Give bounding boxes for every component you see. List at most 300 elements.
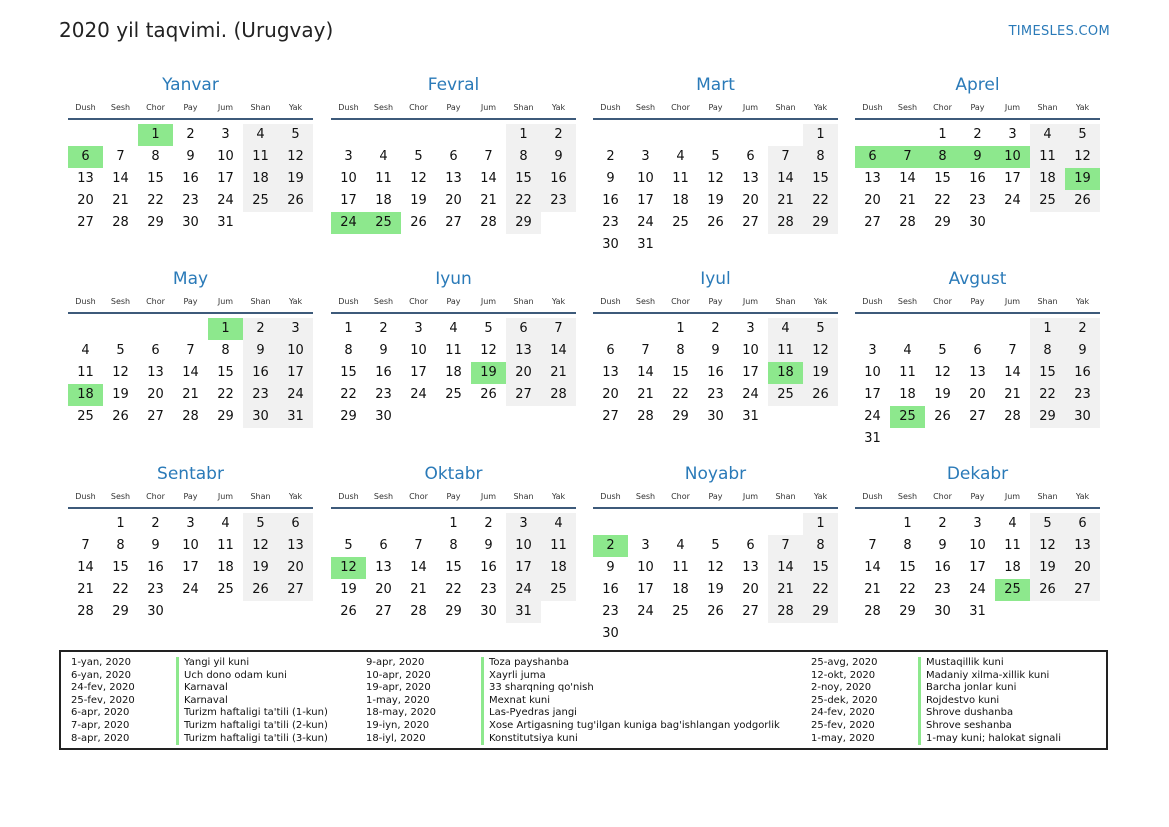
- day-cell[interactable]: 8: [506, 146, 541, 168]
- day-cell[interactable]: 30: [969, 215, 986, 230]
- day-cell[interactable]: 27: [278, 579, 313, 601]
- day-cell[interactable]: 28: [1004, 409, 1021, 424]
- holiday-day-cell[interactable]: 25: [890, 406, 925, 428]
- day-cell[interactable]: 23: [147, 582, 164, 597]
- day-cell[interactable]: 13: [375, 560, 392, 575]
- day-cell[interactable]: 3: [221, 127, 230, 142]
- day-cell[interactable]: 18: [672, 193, 689, 208]
- day-cell[interactable]: 11: [768, 340, 803, 362]
- holiday-day-cell[interactable]: 18: [68, 384, 103, 406]
- day-cell[interactable]: 29: [899, 604, 916, 619]
- day-cell[interactable]: 23: [602, 215, 619, 230]
- day-cell[interactable]: 29: [112, 604, 129, 619]
- day-cell[interactable]: 21: [864, 582, 881, 597]
- holiday-day-cell[interactable]: 9: [960, 146, 995, 168]
- day-cell[interactable]: 2: [711, 321, 720, 336]
- day-cell[interactable]: 11: [1004, 538, 1021, 553]
- day-cell[interactable]: 13: [1065, 535, 1100, 557]
- day-cell[interactable]: 10: [278, 340, 313, 362]
- day-cell[interactable]: 14: [182, 365, 199, 380]
- day-cell[interactable]: 23: [375, 387, 392, 402]
- day-cell[interactable]: 23: [541, 190, 576, 212]
- day-cell[interactable]: 29: [803, 212, 838, 234]
- day-cell[interactable]: 5: [803, 318, 838, 340]
- day-cell[interactable]: 20: [147, 387, 164, 402]
- day-cell[interactable]: 4: [676, 149, 685, 164]
- day-cell[interactable]: 26: [480, 387, 497, 402]
- day-cell[interactable]: 24: [506, 579, 541, 601]
- day-cell[interactable]: 10: [742, 343, 759, 358]
- day-cell[interactable]: 15: [217, 365, 234, 380]
- day-cell[interactable]: 15: [899, 560, 916, 575]
- day-cell[interactable]: 1: [676, 321, 685, 336]
- day-cell[interactable]: 22: [803, 190, 838, 212]
- day-cell[interactable]: 17: [340, 193, 357, 208]
- day-cell[interactable]: 2: [243, 318, 278, 340]
- day-cell[interactable]: 11: [541, 535, 576, 557]
- day-cell[interactable]: 19: [410, 193, 427, 208]
- day-cell[interactable]: 29: [934, 215, 951, 230]
- day-cell[interactable]: 29: [445, 604, 462, 619]
- day-cell[interactable]: 22: [340, 387, 357, 402]
- day-cell[interactable]: 7: [768, 146, 803, 168]
- day-cell[interactable]: 23: [182, 193, 199, 208]
- day-cell[interactable]: 28: [112, 215, 129, 230]
- day-cell[interactable]: 9: [711, 343, 720, 358]
- day-cell[interactable]: 7: [768, 535, 803, 557]
- day-cell[interactable]: 19: [112, 387, 129, 402]
- day-cell[interactable]: 4: [1008, 516, 1017, 531]
- day-cell[interactable]: 21: [1004, 387, 1021, 402]
- day-cell[interactable]: 1: [938, 127, 947, 142]
- day-cell[interactable]: 11: [672, 560, 689, 575]
- day-cell[interactable]: 2: [151, 516, 160, 531]
- day-cell[interactable]: 8: [1030, 340, 1065, 362]
- day-cell[interactable]: 23: [602, 604, 619, 619]
- day-cell[interactable]: 26: [243, 579, 278, 601]
- day-cell[interactable]: 24: [278, 384, 313, 406]
- day-cell[interactable]: 6: [449, 149, 458, 164]
- day-cell[interactable]: 20: [742, 193, 759, 208]
- day-cell[interactable]: 4: [221, 516, 230, 531]
- day-cell[interactable]: 31: [742, 409, 759, 424]
- day-cell[interactable]: 29: [506, 212, 541, 234]
- day-cell[interactable]: 12: [278, 146, 313, 168]
- day-cell[interactable]: 10: [637, 171, 654, 186]
- day-cell[interactable]: 2: [541, 124, 576, 146]
- day-cell[interactable]: 1: [1030, 318, 1065, 340]
- day-cell[interactable]: 5: [344, 538, 353, 553]
- day-cell[interactable]: 13: [506, 340, 541, 362]
- day-cell[interactable]: 18: [672, 582, 689, 597]
- day-cell[interactable]: 23: [934, 582, 951, 597]
- day-cell[interactable]: 16: [243, 362, 278, 384]
- day-cell[interactable]: 29: [340, 409, 357, 424]
- day-cell[interactable]: 31: [506, 601, 541, 623]
- holiday-day-cell[interactable]: 25: [366, 212, 401, 234]
- day-cell[interactable]: 21: [410, 582, 427, 597]
- day-cell[interactable]: 29: [803, 601, 838, 623]
- day-cell[interactable]: 29: [672, 409, 689, 424]
- day-cell[interactable]: 5: [414, 149, 423, 164]
- day-cell[interactable]: 24: [217, 193, 234, 208]
- day-cell[interactable]: 25: [768, 384, 803, 406]
- day-cell[interactable]: 2: [938, 516, 947, 531]
- day-cell[interactable]: 28: [182, 409, 199, 424]
- day-cell[interactable]: 9: [1065, 340, 1100, 362]
- day-cell[interactable]: 30: [707, 409, 724, 424]
- day-cell[interactable]: 6: [278, 513, 313, 535]
- day-cell[interactable]: 5: [938, 343, 947, 358]
- day-cell[interactable]: 28: [637, 409, 654, 424]
- holiday-day-cell[interactable]: 12: [331, 557, 366, 579]
- day-cell[interactable]: 14: [864, 560, 881, 575]
- day-cell[interactable]: 5: [711, 538, 720, 553]
- day-cell[interactable]: 15: [445, 560, 462, 575]
- day-cell[interactable]: 20: [969, 387, 986, 402]
- day-cell[interactable]: 27: [969, 409, 986, 424]
- day-cell[interactable]: 18: [243, 168, 278, 190]
- day-cell[interactable]: 2: [186, 127, 195, 142]
- day-cell[interactable]: 16: [480, 560, 497, 575]
- day-cell[interactable]: 31: [278, 406, 313, 428]
- day-cell[interactable]: 7: [484, 149, 493, 164]
- day-cell[interactable]: 27: [742, 215, 759, 230]
- day-cell[interactable]: 16: [541, 168, 576, 190]
- day-cell[interactable]: 27: [864, 215, 881, 230]
- day-cell[interactable]: 15: [803, 557, 838, 579]
- holiday-day-cell[interactable]: 6: [68, 146, 103, 168]
- holiday-day-cell[interactable]: 7: [890, 146, 925, 168]
- day-cell[interactable]: 15: [672, 365, 689, 380]
- day-cell[interactable]: 14: [899, 171, 916, 186]
- day-cell[interactable]: 12: [707, 171, 724, 186]
- day-cell[interactable]: 6: [379, 538, 388, 553]
- day-cell[interactable]: 23: [707, 387, 724, 402]
- day-cell[interactable]: 20: [602, 387, 619, 402]
- day-cell[interactable]: 11: [445, 343, 462, 358]
- day-cell[interactable]: 20: [445, 193, 462, 208]
- day-cell[interactable]: 9: [606, 560, 615, 575]
- holiday-day-cell[interactable]: 24: [331, 212, 366, 234]
- day-cell[interactable]: 20: [506, 362, 541, 384]
- day-cell[interactable]: 20: [864, 193, 881, 208]
- day-cell[interactable]: 31: [217, 215, 234, 230]
- day-cell[interactable]: 30: [480, 604, 497, 619]
- day-cell[interactable]: 8: [903, 538, 912, 553]
- day-cell[interactable]: 1: [903, 516, 912, 531]
- day-cell[interactable]: 14: [637, 365, 654, 380]
- holiday-day-cell[interactable]: 18: [768, 362, 803, 384]
- day-cell[interactable]: 24: [637, 215, 654, 230]
- day-cell[interactable]: 19: [707, 582, 724, 597]
- day-cell[interactable]: 30: [1065, 406, 1100, 428]
- day-cell[interactable]: 8: [449, 538, 458, 553]
- day-cell[interactable]: 31: [864, 431, 881, 446]
- day-cell[interactable]: 7: [414, 538, 423, 553]
- day-cell[interactable]: 10: [969, 538, 986, 553]
- day-cell[interactable]: 8: [803, 535, 838, 557]
- day-cell[interactable]: 23: [969, 193, 986, 208]
- holiday-day-cell[interactable]: 6: [855, 146, 890, 168]
- day-cell[interactable]: 21: [768, 579, 803, 601]
- day-cell[interactable]: 21: [541, 362, 576, 384]
- day-cell[interactable]: 20: [375, 582, 392, 597]
- day-cell[interactable]: 26: [1065, 190, 1100, 212]
- day-cell[interactable]: 15: [112, 560, 129, 575]
- day-cell[interactable]: 18: [1004, 560, 1021, 575]
- day-cell[interactable]: 13: [742, 171, 759, 186]
- day-cell[interactable]: 7: [186, 343, 195, 358]
- day-cell[interactable]: 5: [1030, 513, 1065, 535]
- day-cell[interactable]: 26: [707, 604, 724, 619]
- day-cell[interactable]: 1: [506, 124, 541, 146]
- day-cell[interactable]: 10: [340, 171, 357, 186]
- day-cell[interactable]: 11: [77, 365, 94, 380]
- day-cell[interactable]: 8: [803, 146, 838, 168]
- day-cell[interactable]: 9: [243, 340, 278, 362]
- day-cell[interactable]: 15: [934, 171, 951, 186]
- day-cell[interactable]: 24: [1004, 193, 1021, 208]
- day-cell[interactable]: 12: [410, 171, 427, 186]
- day-cell[interactable]: 27: [1065, 579, 1100, 601]
- day-cell[interactable]: 14: [410, 560, 427, 575]
- day-cell[interactable]: 14: [541, 340, 576, 362]
- day-cell[interactable]: 25: [541, 579, 576, 601]
- day-cell[interactable]: 19: [243, 557, 278, 579]
- day-cell[interactable]: 16: [602, 582, 619, 597]
- day-cell[interactable]: 15: [506, 168, 541, 190]
- day-cell[interactable]: 17: [742, 365, 759, 380]
- day-cell[interactable]: 15: [340, 365, 357, 380]
- day-cell[interactable]: 27: [506, 384, 541, 406]
- day-cell[interactable]: 1: [449, 516, 458, 531]
- day-cell[interactable]: 4: [541, 513, 576, 535]
- day-cell[interactable]: 19: [278, 168, 313, 190]
- day-cell[interactable]: 8: [221, 343, 230, 358]
- day-cell[interactable]: 4: [1030, 124, 1065, 146]
- day-cell[interactable]: 1: [116, 516, 125, 531]
- day-cell[interactable]: 16: [934, 560, 951, 575]
- day-cell[interactable]: 8: [116, 538, 125, 553]
- day-cell[interactable]: 9: [379, 343, 388, 358]
- day-cell[interactable]: 3: [641, 149, 650, 164]
- day-cell[interactable]: 11: [375, 171, 392, 186]
- day-cell[interactable]: 25: [445, 387, 462, 402]
- day-cell[interactable]: 17: [182, 560, 199, 575]
- day-cell[interactable]: 26: [803, 384, 838, 406]
- day-cell[interactable]: 29: [1030, 406, 1065, 428]
- day-cell[interactable]: 17: [637, 582, 654, 597]
- day-cell[interactable]: 5: [116, 343, 125, 358]
- day-cell[interactable]: 3: [641, 538, 650, 553]
- day-cell[interactable]: 4: [768, 318, 803, 340]
- day-cell[interactable]: 12: [243, 535, 278, 557]
- day-cell[interactable]: 26: [934, 409, 951, 424]
- day-cell[interactable]: 16: [375, 365, 392, 380]
- day-cell[interactable]: 20: [1065, 557, 1100, 579]
- day-cell[interactable]: 13: [278, 535, 313, 557]
- day-cell[interactable]: 6: [1065, 513, 1100, 535]
- day-cell[interactable]: 12: [803, 340, 838, 362]
- day-cell[interactable]: 28: [864, 604, 881, 619]
- day-cell[interactable]: 22: [217, 387, 234, 402]
- day-cell[interactable]: 22: [1030, 384, 1065, 406]
- day-cell[interactable]: 25: [672, 215, 689, 230]
- day-cell[interactable]: 19: [803, 362, 838, 384]
- day-cell[interactable]: 22: [506, 190, 541, 212]
- day-cell[interactable]: 24: [969, 582, 986, 597]
- day-cell[interactable]: 15: [803, 168, 838, 190]
- day-cell[interactable]: 17: [217, 171, 234, 186]
- day-cell[interactable]: 12: [480, 343, 497, 358]
- day-cell[interactable]: 10: [637, 560, 654, 575]
- holiday-day-cell[interactable]: 1: [138, 124, 173, 146]
- day-cell[interactable]: 27: [147, 409, 164, 424]
- day-cell[interactable]: 27: [77, 215, 94, 230]
- day-cell[interactable]: 18: [1030, 168, 1065, 190]
- day-cell[interactable]: 16: [707, 365, 724, 380]
- day-cell[interactable]: 4: [243, 124, 278, 146]
- day-cell[interactable]: 7: [81, 538, 90, 553]
- day-cell[interactable]: 6: [746, 149, 755, 164]
- day-cell[interactable]: 25: [1030, 190, 1065, 212]
- day-cell[interactable]: 14: [1004, 365, 1021, 380]
- day-cell[interactable]: 2: [379, 321, 388, 336]
- brand-link[interactable]: TIMESLES.COM: [1008, 24, 1110, 39]
- day-cell[interactable]: 28: [541, 384, 576, 406]
- day-cell[interactable]: 6: [506, 318, 541, 340]
- day-cell[interactable]: 30: [602, 626, 619, 641]
- day-cell[interactable]: 2: [606, 149, 615, 164]
- day-cell[interactable]: 9: [186, 149, 195, 164]
- day-cell[interactable]: 3: [746, 321, 755, 336]
- day-cell[interactable]: 30: [182, 215, 199, 230]
- day-cell[interactable]: 5: [711, 149, 720, 164]
- day-cell[interactable]: 4: [81, 343, 90, 358]
- day-cell[interactable]: 19: [1030, 557, 1065, 579]
- day-cell[interactable]: 15: [1030, 362, 1065, 384]
- day-cell[interactable]: 14: [480, 171, 497, 186]
- day-cell[interactable]: 17: [969, 560, 986, 575]
- day-cell[interactable]: 5: [484, 321, 493, 336]
- holiday-day-cell[interactable]: 25: [995, 579, 1030, 601]
- day-cell[interactable]: 5: [1065, 124, 1100, 146]
- day-cell[interactable]: 26: [1030, 579, 1065, 601]
- holiday-day-cell[interactable]: 19: [1065, 168, 1100, 190]
- day-cell[interactable]: 3: [506, 513, 541, 535]
- day-cell[interactable]: 22: [147, 193, 164, 208]
- day-cell[interactable]: 16: [1065, 362, 1100, 384]
- day-cell[interactable]: 9: [938, 538, 947, 553]
- day-cell[interactable]: 18: [445, 365, 462, 380]
- day-cell[interactable]: 9: [484, 538, 493, 553]
- day-cell[interactable]: 18: [541, 557, 576, 579]
- day-cell[interactable]: 6: [606, 343, 615, 358]
- day-cell[interactable]: 29: [147, 215, 164, 230]
- day-cell[interactable]: 28: [899, 215, 916, 230]
- day-cell[interactable]: 2: [484, 516, 493, 531]
- day-cell[interactable]: 16: [969, 171, 986, 186]
- day-cell[interactable]: 7: [116, 149, 125, 164]
- day-cell[interactable]: 10: [182, 538, 199, 553]
- day-cell[interactable]: 21: [899, 193, 916, 208]
- day-cell[interactable]: 26: [410, 215, 427, 230]
- day-cell[interactable]: 13: [445, 171, 462, 186]
- day-cell[interactable]: 2: [973, 127, 982, 142]
- day-cell[interactable]: 9: [606, 171, 615, 186]
- day-cell[interactable]: 1: [344, 321, 353, 336]
- day-cell[interactable]: 9: [151, 538, 160, 553]
- day-cell[interactable]: 25: [672, 604, 689, 619]
- day-cell[interactable]: 3: [278, 318, 313, 340]
- day-cell[interactable]: 12: [112, 365, 129, 380]
- day-cell[interactable]: 24: [864, 409, 881, 424]
- day-cell[interactable]: 26: [278, 190, 313, 212]
- day-cell[interactable]: 16: [147, 560, 164, 575]
- day-cell[interactable]: 6: [746, 538, 755, 553]
- day-cell[interactable]: 3: [186, 516, 195, 531]
- day-cell[interactable]: 13: [77, 171, 94, 186]
- day-cell[interactable]: 22: [803, 579, 838, 601]
- day-cell[interactable]: 27: [375, 604, 392, 619]
- day-cell[interactable]: 4: [449, 321, 458, 336]
- day-cell[interactable]: 25: [77, 409, 94, 424]
- day-cell[interactable]: 27: [742, 604, 759, 619]
- day-cell[interactable]: 7: [541, 318, 576, 340]
- day-cell[interactable]: 5: [278, 124, 313, 146]
- day-cell[interactable]: 28: [480, 215, 497, 230]
- day-cell[interactable]: 12: [707, 560, 724, 575]
- day-cell[interactable]: 14: [112, 171, 129, 186]
- day-cell[interactable]: 8: [151, 149, 160, 164]
- day-cell[interactable]: 22: [672, 387, 689, 402]
- day-cell[interactable]: 24: [742, 387, 759, 402]
- day-cell[interactable]: 31: [969, 604, 986, 619]
- day-cell[interactable]: 15: [147, 171, 164, 186]
- day-cell[interactable]: 10: [864, 365, 881, 380]
- holiday-day-cell[interactable]: 8: [925, 146, 960, 168]
- day-cell[interactable]: 30: [243, 406, 278, 428]
- day-cell[interactable]: 27: [445, 215, 462, 230]
- day-cell[interactable]: 23: [243, 384, 278, 406]
- day-cell[interactable]: 25: [243, 190, 278, 212]
- day-cell[interactable]: 2: [1065, 318, 1100, 340]
- day-cell[interactable]: 24: [410, 387, 427, 402]
- day-cell[interactable]: 21: [77, 582, 94, 597]
- day-cell[interactable]: 20: [278, 557, 313, 579]
- day-cell[interactable]: 21: [112, 193, 129, 208]
- day-cell[interactable]: 1: [803, 513, 838, 535]
- day-cell[interactable]: 28: [77, 604, 94, 619]
- day-cell[interactable]: 23: [480, 582, 497, 597]
- day-cell[interactable]: 14: [768, 557, 803, 579]
- day-cell[interactable]: 30: [375, 409, 392, 424]
- day-cell[interactable]: 21: [768, 190, 803, 212]
- day-cell[interactable]: 31: [637, 237, 654, 252]
- day-cell[interactable]: 17: [1004, 171, 1021, 186]
- day-cell[interactable]: 10: [506, 535, 541, 557]
- day-cell[interactable]: 28: [768, 601, 803, 623]
- day-cell[interactable]: 20: [742, 582, 759, 597]
- day-cell[interactable]: 18: [375, 193, 392, 208]
- day-cell[interactable]: 26: [112, 409, 129, 424]
- day-cell[interactable]: 13: [864, 171, 881, 186]
- day-cell[interactable]: 10: [217, 149, 234, 164]
- day-cell[interactable]: 5: [243, 513, 278, 535]
- day-cell[interactable]: 14: [768, 168, 803, 190]
- day-cell[interactable]: 4: [903, 343, 912, 358]
